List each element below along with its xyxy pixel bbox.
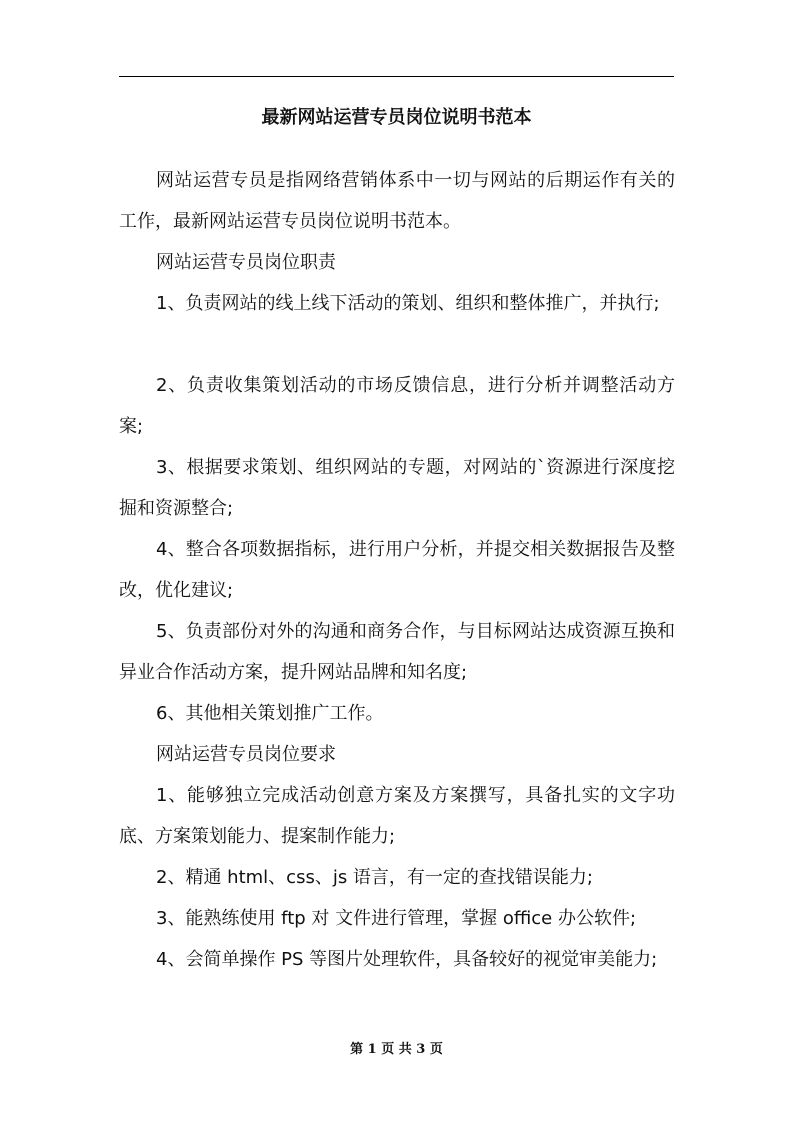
requirement-item-1: 1、能够独立完成活动创意方案及方案撰写，具备扎实的文字功底、方案策划能力、提案制作能力; <box>119 785 675 847</box>
requirement-item-4: 4、会简单操作 PS 等图片处理软件，具备较好的视觉审美能力; <box>156 949 658 970</box>
intro-paragraph: 网站运营专员是指网络营销体系中一切与网站的后期运作有关的工作，最新网站运营专员岗位说明书范本。 <box>119 170 675 232</box>
header-rule <box>119 76 674 77</box>
duty-item-1: 1、负责网站的线上线下活动的策划、组织和整体推广，并执行; <box>156 293 660 314</box>
document-body <box>119 160 675 980</box>
duty-item-4: 4、整合各项数据指标，进行用户分析，并提交相关数据报告及整改，优化建议; <box>119 539 675 601</box>
duty-item-3: 3、根据要求策划、组织网站的专题，对网站的`资源进行深度挖掘和资源整合; <box>119 457 675 519</box>
section-heading-duties: 网站运营专员岗位职责 <box>156 252 336 273</box>
duty-item-2: 2、负责收集策划活动的市场反馈信息，进行分析并调整活动方案; <box>119 375 675 437</box>
document-title: 最新网站运营专员岗位说明书范本 <box>261 107 532 128</box>
duty-item-5: 5、负责部份对外的沟通和商务合作，与目标网站达成资源互换和异业合作活动方案，提升网站品牌和知名度; <box>119 621 675 683</box>
requirement-item-2: 2、精通 html、css、js 语言，有一定的查找错误能力; <box>156 867 593 888</box>
section-heading-requirements: 网站运营专员岗位要求 <box>156 744 336 765</box>
duty-item-6: 6、其他相关策划推广工作。 <box>156 703 384 724</box>
page-footer: 第 1 页 共 3 页 <box>350 1042 443 1057</box>
requirement-item-3: 3、能熟练使用 ftp 对 文件进行管理，掌握 office 办公软件; <box>156 908 637 929</box>
